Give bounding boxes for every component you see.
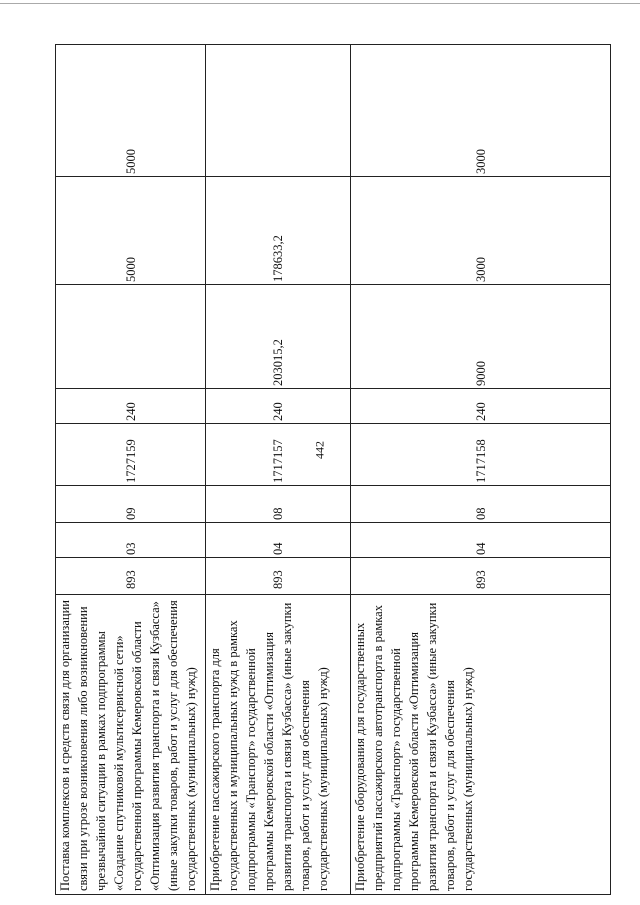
amount-3-cell: 3000	[351, 45, 611, 177]
subsection-cell: 08	[351, 486, 611, 523]
admin-code-cell: 893	[56, 558, 206, 595]
admin-code-cell: 893	[206, 558, 351, 595]
amount-1-cell: 203015,2	[206, 285, 351, 389]
amount-3-cell: 5000	[56, 45, 206, 177]
table-row	[351, 45, 611, 895]
expense-type-cell: 240	[206, 389, 351, 424]
expense-type-cell: 240	[351, 389, 611, 424]
expense-type-cell: 240	[56, 389, 206, 424]
amount-2-cell: 178633,2	[206, 177, 351, 285]
row-description: Приобретение пассажирского транспорта для государственных и муниципальных нужд в рамках подпрограммы «Транспорт» государственной программы Кемеровской области «Оптимизация развития транспорта и связи Кузбасса» (иные закупки товаров, работ и услуг для обеспечения государственных (муниципальных) нужд)	[206, 595, 351, 895]
budget-table	[55, 44, 611, 895]
row-description: Поставка комплексов и средств связи для организации связи при угрозе возникновения либо возникновении чрезвычайной ситуации в рамках подпрограммы «Создание спутниковой мультисервисной сети» государственной программы Кемеровской области «Оптимизация развития транспорта и связи Кузбасса» (иные закупки товаров, работ и услуг для обеспечения государственных (муниципальных) нужд)	[56, 595, 206, 895]
table-row	[206, 45, 351, 895]
page-number: 442	[312, 441, 327, 459]
section-cell: 04	[206, 523, 351, 558]
row-description: Приобретение оборудования для государственных предприятий пассажирского автотранспорта в рамках подпрограммы «Транспорт» государственной программы Кемеровской области «Оптимизация развития транспорта и связи Кузбасса» (иные закупки товаров, работ и услуг для обеспечения государственных (муниципальных) нужд)	[351, 595, 611, 895]
top-rule	[0, 3, 640, 4]
subsection-cell: 09	[56, 486, 206, 523]
target-code-cell: 1727159	[56, 424, 206, 486]
amount-2-cell: 5000	[56, 177, 206, 285]
rotated-table-wrapper	[55, 45, 610, 895]
amount-2-cell: 3000	[351, 177, 611, 285]
amount-3-cell	[206, 45, 351, 177]
target-code-cell: 1717158	[351, 424, 611, 486]
amount-1-cell: 9000	[351, 285, 611, 389]
section-cell: 03	[56, 523, 206, 558]
table-row	[56, 45, 206, 895]
admin-code-cell: 893	[351, 558, 611, 595]
subsection-cell: 08	[206, 486, 351, 523]
section-cell: 04	[351, 523, 611, 558]
target-code-cell: 1717157	[206, 424, 351, 486]
amount-1-cell	[56, 285, 206, 389]
